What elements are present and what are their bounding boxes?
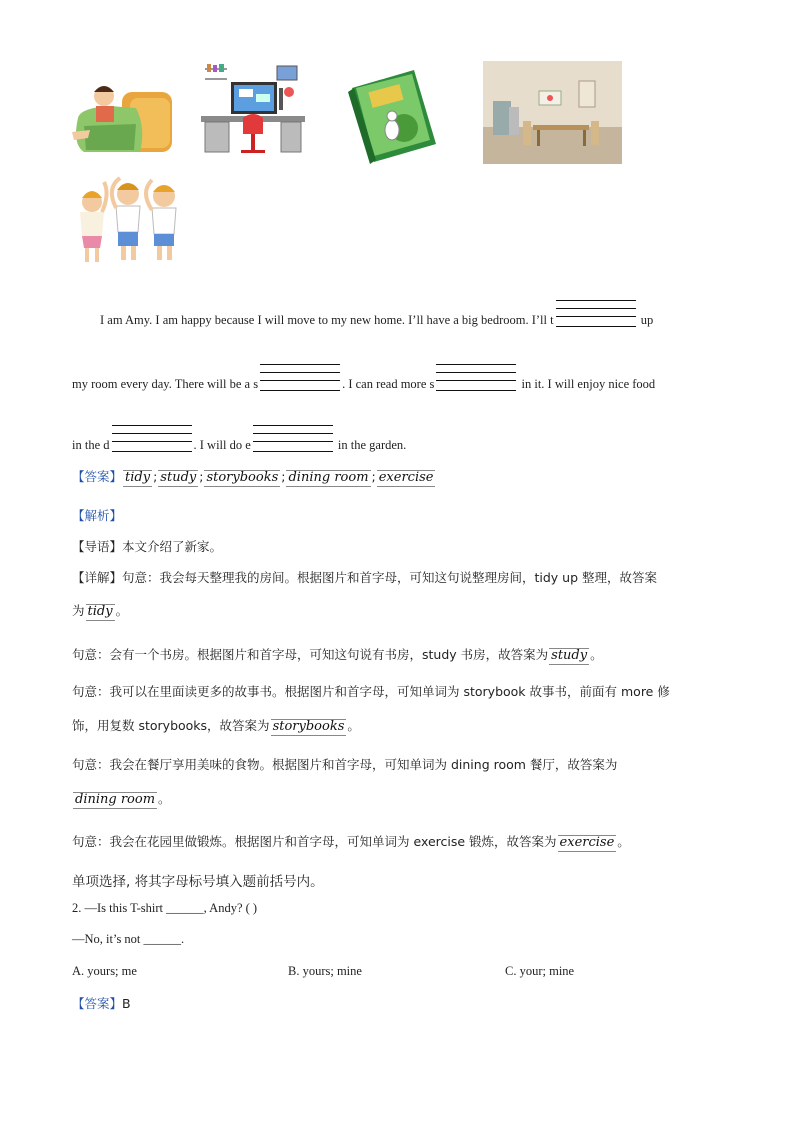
passage-text: . I can read more s: [342, 377, 435, 391]
answer-word: tidy: [125, 470, 151, 485]
answer-row: [72, 467, 436, 487]
sentence-4a: 句意：我会在餐厅享用美味的食物。根据图片和首字母，可知单词为 dining room 餐厅，故答案为: [72, 757, 618, 772]
storybook-illustration: [344, 68, 438, 166]
separator: ;: [371, 469, 376, 484]
separator: ;: [281, 469, 286, 484]
answer-word: exercise: [559, 835, 615, 850]
sentence-text: 句意：会有一个书房。根据图片和首字母，可知这句说有书房，study 书房，故答案为: [72, 647, 549, 662]
passage-text: up: [640, 313, 654, 327]
answer-word: study: [160, 470, 197, 485]
answer-value: B: [122, 996, 131, 1011]
detail-text-1: 【详解】句意：我会每天整理我的房间。根据图片和首字母，可知这句说整理房间，tidy up 整理，故答案: [72, 570, 658, 585]
answer-word: storybooks: [206, 470, 279, 485]
sentence-5: [72, 832, 630, 852]
period: 。: [347, 718, 360, 733]
dining-room-illustration: [483, 61, 622, 164]
question-2-reply: —No, it’s not ______.: [72, 932, 185, 946]
sentence-4b: [72, 789, 171, 809]
answer-word: dining room: [75, 792, 156, 807]
passage-line-3: [72, 425, 406, 455]
option-a: A. yours; me: [72, 964, 137, 978]
answer-label: 【答案】: [72, 996, 123, 1011]
answer-word: dining room: [288, 470, 369, 485]
sentence-3a: 句意：我可以在里面读更多的故事书。根据图片和首字母，可知单词为 storybook 故事书，前面有 more 修: [72, 684, 670, 699]
detail-text-1-end: [72, 601, 128, 621]
answer-word: study: [551, 648, 588, 663]
separator: ;: [153, 469, 158, 484]
analysis-label: 【解析】: [72, 508, 123, 523]
passage-text: . I will do e: [193, 438, 251, 452]
blank-four-lines: [436, 364, 516, 394]
sentence-2: [72, 645, 603, 665]
children-exercising-illustration: [76, 174, 184, 268]
blank-four-lines: [253, 425, 333, 455]
sentence-text: 句意：我会在花园里做锻炼。根据图片和首字母，可知单词为 exercise 锻炼，故答案为: [72, 834, 557, 849]
sentence-text: 饰，用复数 storybooks，故答案为: [72, 718, 270, 733]
passage-line-2: [72, 364, 655, 394]
passage-text: my room every day. There will be a s: [72, 377, 259, 391]
passage-text: in it. I will enjoy nice food: [521, 377, 656, 391]
answer-word: tidy: [87, 604, 113, 619]
guide-text: 【导语】本文介绍了新家。: [72, 539, 223, 554]
passage-text: in the d: [72, 438, 110, 452]
period: 。: [115, 603, 129, 618]
separator: ;: [199, 469, 204, 484]
answer-row-2: [72, 994, 131, 1012]
period: 。: [158, 791, 171, 806]
option-c: C. your; mine: [505, 964, 575, 978]
blank-four-lines: [112, 425, 192, 455]
answer-word: exercise: [378, 470, 434, 485]
section-title: 单项选择, 将其字母标号填入题前括号内。: [72, 874, 324, 890]
boy-making-bed-illustration: [70, 78, 174, 158]
period: 。: [590, 647, 603, 662]
option-b: B. yours; mine: [288, 964, 362, 978]
study-room-desk-illustration: [201, 64, 305, 158]
passage-text: in the garden.: [337, 438, 407, 452]
sentence-3b: [72, 716, 360, 736]
answer-word: storybooks: [272, 719, 345, 734]
period: 。: [617, 834, 630, 849]
detail-text: 为: [72, 603, 85, 618]
answer-label: 【答案】: [72, 469, 123, 484]
question-2: 2. —Is this T-shirt ______, Andy? ( ): [72, 901, 258, 915]
passage-text: I am Amy. I am happy because I will move to my new home. I’ll have a big bedroom. I’ll t: [100, 313, 554, 327]
blank-four-lines: [260, 364, 340, 394]
blank-four-lines: [556, 300, 636, 330]
passage-line-1: [100, 300, 653, 330]
